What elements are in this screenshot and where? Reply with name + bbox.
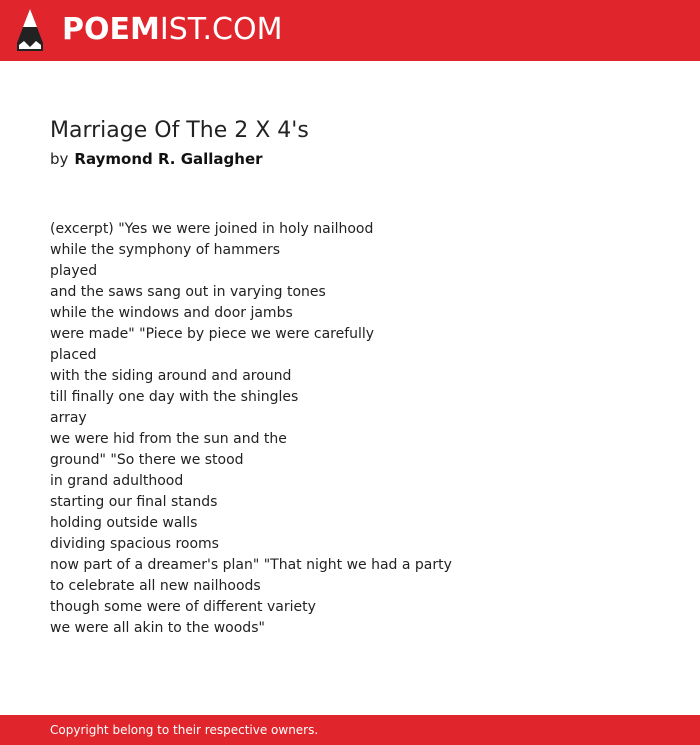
brand-bold: POEM xyxy=(62,12,160,47)
poem-line: (excerpt) "Yes we were joined in holy nailhood xyxy=(50,221,374,237)
poem-line: while the symphony of hammers xyxy=(50,242,281,258)
poem-body xyxy=(50,219,670,639)
poem-line: ground" "So there we stood xyxy=(50,452,244,468)
brand-light: IST.COM xyxy=(159,12,283,47)
poem-line: array xyxy=(50,410,87,426)
poem-line: though some were of different variety xyxy=(50,599,316,615)
poem-line: now part of a dreamer's plan" "That night we had a party xyxy=(50,557,452,573)
poem-line: dividing spacious rooms xyxy=(50,536,219,552)
poem-line: played xyxy=(50,263,98,279)
site-header xyxy=(0,0,700,61)
poem-line: while the windows and door jambs xyxy=(50,305,293,321)
by-label: by xyxy=(50,150,69,168)
poem-line: to celebrate all new nailhoods xyxy=(50,578,261,594)
poem-line: placed xyxy=(50,347,97,363)
poem-line: we were all akin to the woods" xyxy=(50,620,265,636)
poem-line: till finally one day with the shingles xyxy=(50,389,299,405)
poem-line: and the saws sang out in varying tones xyxy=(50,284,326,300)
poem-line: with the siding around and around xyxy=(50,368,292,384)
poem-line: in grand adulthood xyxy=(50,473,184,489)
poem-line: were made" "Piece by piece we were carefully xyxy=(50,326,375,342)
poem-title: Marriage Of The 2 X 4's xyxy=(50,118,309,143)
pencil-icon[interactable] xyxy=(17,9,43,51)
site-logo[interactable] xyxy=(62,13,282,47)
copyright-text: Copyright belong to their respective owners. xyxy=(50,723,319,737)
author-name: Raymond R. Gallagher xyxy=(74,150,263,168)
byline xyxy=(50,148,263,170)
poem-line: starting our final stands xyxy=(50,494,218,510)
poem-line: we were hid from the sun and the xyxy=(50,431,287,447)
site-footer xyxy=(0,715,700,745)
poem-line: holding outside walls xyxy=(50,515,198,531)
